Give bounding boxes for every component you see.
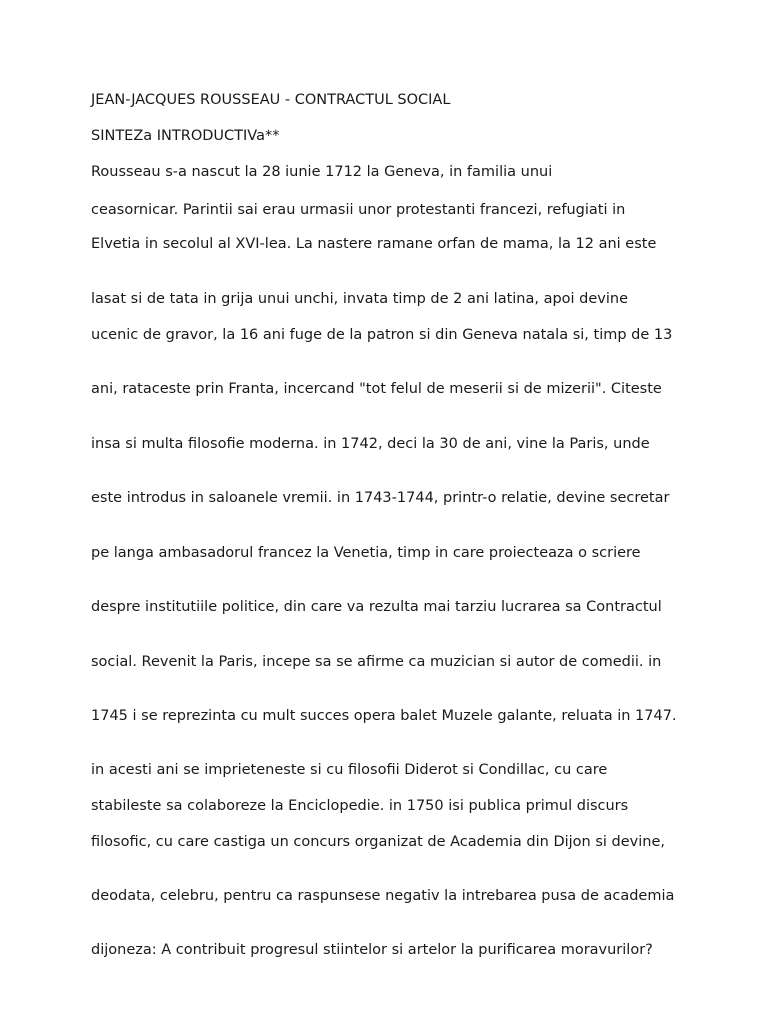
paragraph: despre institutiile politice, din care va rezulta mai tarziu lucrarea sa Contractul <box>91 599 662 615</box>
paragraph: ceasornicar. Parintii sai erau urmasii unor protestanti francezi, refugiati in <box>91 202 626 218</box>
paragraph: filosofic, cu care castiga un concurs organizat de Academia din Dijon si devine, <box>91 834 665 850</box>
paragraph: insa si multa filosofie moderna. in 1742, deci la 30 de ani, vine la Paris, unde <box>91 436 650 452</box>
paragraph: deodata, celebru, pentru ca raspunsese negativ la intrebarea pusa de academia <box>91 888 675 904</box>
document-title: JEAN-JACQUES ROUSSEAU - CONTRACTUL SOCIAL <box>91 92 451 108</box>
paragraph: Elvetia in secolul al XVI-lea. La nastere ramane orfan de mama, la 12 ani este <box>91 236 657 252</box>
paragraph: 1745 i se reprezinta cu mult succes opera balet Muzele galante, reluata in 1747. <box>91 708 677 724</box>
paragraph: este introdus in saloanele vremii. in 1743-1744, printr-o relatie, devine secretar <box>91 490 670 506</box>
paragraph: Rousseau s-a nascut la 28 iunie 1712 la Geneva, in familia unui <box>91 164 553 180</box>
paragraph: social. Revenit la Paris, incepe sa se afirme ca muzician si autor de comedii. in <box>91 654 662 670</box>
paragraph: in acesti ani se imprieteneste si cu filosofii Diderot si Condillac, cu care <box>91 762 608 778</box>
paragraph: pe langa ambasadorul francez la Venetia, timp in care proiecteaza o scriere <box>91 545 641 561</box>
document-subtitle: SINTEZa INTRODUCTIVa** <box>91 128 280 144</box>
paragraph: ani, rataceste prin Franta, incercand "tot felul de meserii si de mizerii". Citeste <box>91 381 662 397</box>
paragraph: lasat si de tata in grija unui unchi, invata timp de 2 ani latina, apoi devine <box>91 291 629 307</box>
paragraph: stabileste sa colaboreze la Enciclopedie. in 1750 isi publica primul discurs <box>91 798 629 814</box>
paragraph: ucenic de gravor, la 16 ani fuge de la patron si din Geneva natala si, timp de 13 <box>91 327 673 343</box>
paragraph: dijoneza: A contribuit progresul stiintelor si artelor la purificarea moravurilor? <box>91 942 653 958</box>
